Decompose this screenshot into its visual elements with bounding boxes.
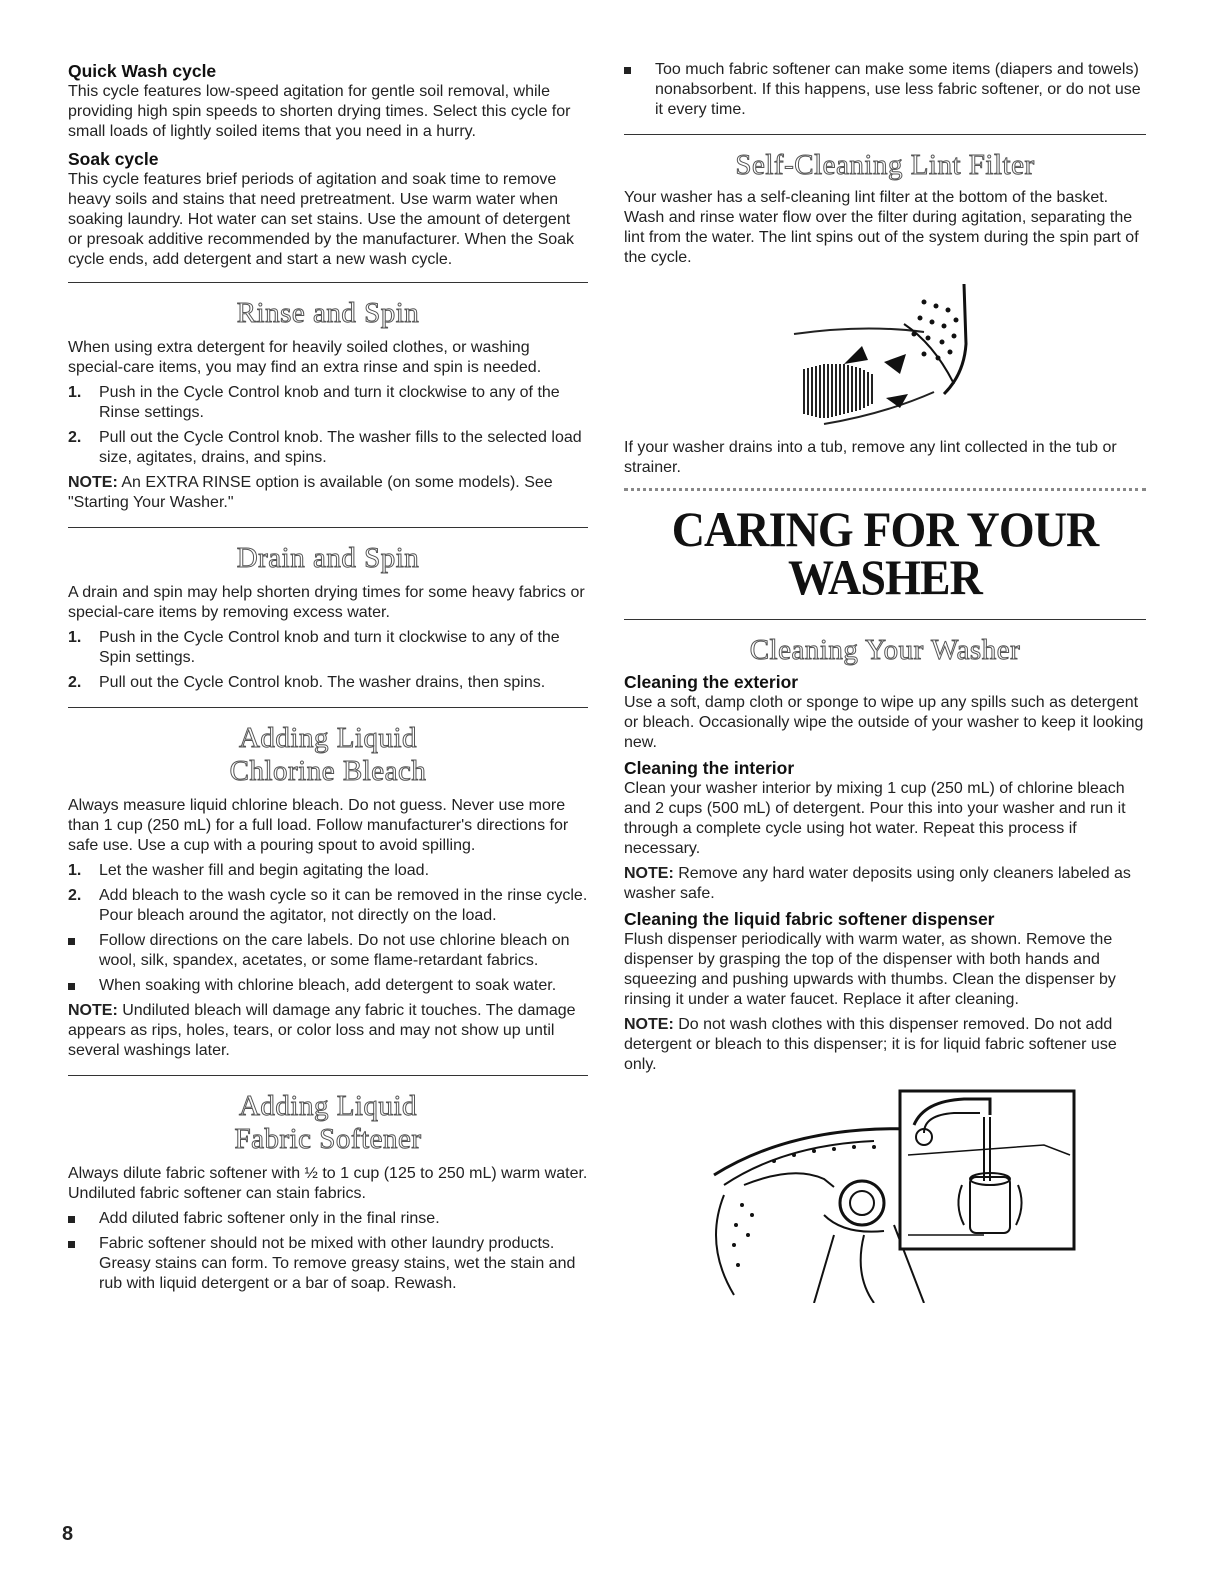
divider [624, 134, 1146, 135]
bullet-icon [68, 1216, 75, 1223]
softener-title-line1: Adding Liquid [238, 1090, 418, 1122]
step-number: 1. [68, 862, 82, 879]
step-number: 1. [68, 629, 82, 646]
bleach-bullets [68, 931, 588, 996]
bullet-icon [68, 938, 75, 945]
exterior-heading: Cleaning the exterior [624, 672, 799, 692]
bleach-title-line2: Chlorine Bleach [229, 755, 427, 787]
bullet-text: Follow directions on the care labels. Do not use chlorine bleach on wool, silk, spandex, acetates, or some flame-retardant fabrics. [99, 932, 570, 969]
note-text: Undiluted bleach will damage any fabric it touches. The damage appears as rips, holes, tears, or color loss and may not show up until several washings later. [68, 1002, 576, 1059]
page-number: 8 [62, 1523, 74, 1545]
list-item [68, 976, 588, 996]
list-item [68, 861, 588, 881]
step-text: Pull out the Cycle Control knob. The washer drains, then spins. [99, 674, 546, 691]
list-item [68, 1209, 588, 1229]
rinse-spin-note [68, 473, 588, 513]
list-item [68, 931, 588, 971]
bullet-text: Too much fabric softener can make some items (diapers and towels) nonabsorbent. If this happens, use less fabric softener, or do not use it every time. [655, 61, 1141, 118]
dispenser-text: Flush dispenser periodically with warm water, as shown. Remove the dispenser by grasping the top of the dispenser with both hands and squeezing and pushing upwards with thumbs. Clean the dispenser by rinsing it under a water faucet. Replace it after cleaning. [624, 931, 1116, 1008]
step-number: 2. [68, 887, 82, 904]
rinse-spin-intro: When using extra detergent for heavily soiled clothes, or washing special-care items, you may find an extra rinse and spin is needed. [68, 339, 542, 376]
list-item [68, 886, 588, 926]
dotted-divider [624, 488, 1146, 491]
bleach-intro: Always measure liquid chlorine bleach. Do not guess. Never use more than 1 cup (250 mL) for a full load. Follow manufacturer's directions for safe use. Use a cup with a pouring spout to avoid spilling. [68, 797, 569, 854]
soak-text: This cycle features brief periods of agitation and soak time to remove heavy soils and stains that need pretreatment. Use warm water when soaking laundry. Hot water can set stains. Use the amount of detergent or presoak additive recommended by the manufacturer. When the Soak cycle ends, add detergent and start a new wash cycle. [68, 171, 575, 268]
drain-spin-intro: A drain and spin may help shorten drying times for some heavy fabrics or special-care items by removing excess water. [68, 584, 585, 621]
step-text: Add bleach to the wash cycle so it can be removed in the rinse cycle. Pour bleach around the agitator, not directly on the load. [99, 887, 588, 924]
list-item [68, 428, 588, 468]
lint-filter-title: Self-Cleaning Lint Filter [735, 149, 1035, 181]
exterior-text: Use a soft, damp cloth or sponge to wipe up any spills such as detergent or bleach. Occasionally wipe the outside of your washer to keep it looking new. [624, 694, 1144, 751]
bullet-text: When soaking with chlorine bleach, add detergent to soak water. [99, 977, 557, 994]
step-number: 2. [68, 429, 82, 446]
note-label: NOTE: [624, 1016, 674, 1033]
lint-filter-intro: Your washer has a self-cleaning lint filter at the bottom of the basket. Wash and rinse water flow over the filter during agitation, separating the lint from the water. The lint spins out of the system during the spin part of the cycle. [624, 189, 1139, 266]
step-number: 1. [68, 384, 82, 401]
cleaning-washer-title: Cleaning Your Washer [749, 634, 1021, 666]
list-item [68, 383, 588, 423]
lint-filter-after: If your washer drains into a tub, remove any lint collected in the tub or strainer. [624, 439, 1117, 476]
softener-bullets [68, 1209, 588, 1294]
drain-spin-title: Drain and Spin [236, 542, 420, 574]
note-text: Do not wash clothes with this dispenser removed. Do not add detergent or bleach to this dispenser; it is for liquid fabric softener use only. [624, 1016, 1117, 1073]
divider [68, 527, 588, 528]
list-item [624, 60, 1146, 120]
softener-continued-bullets [624, 60, 1146, 120]
chapter-title-line1: CARING FOR YOUR [671, 501, 1099, 557]
list-item [68, 628, 588, 668]
quick-wash-heading: Quick Wash cycle [68, 61, 217, 81]
divider [68, 1075, 588, 1076]
interior-note [624, 864, 1146, 904]
bullet-icon [68, 1241, 75, 1248]
note-label: NOTE: [624, 865, 674, 882]
bleach-title-line1: Adding Liquid [238, 722, 418, 754]
bleach-steps [68, 861, 588, 926]
dispenser-cleaning-illustration [624, 1085, 1146, 1303]
soak-heading: Soak cycle [68, 149, 159, 169]
chapter-title-line2: WASHER [788, 549, 982, 605]
step-text: Push in the Cycle Control knob and turn it clockwise to any of the Rinse settings. [99, 384, 560, 421]
bullet-text: Add diluted fabric softener only in the final rinse. [99, 1210, 440, 1227]
list-item [68, 1234, 588, 1294]
bleach-note [68, 1001, 588, 1061]
quick-wash-text: This cycle features low-speed agitation for gentle soil removal, while providing high spin speeds to shorten drying times. Select this cycle for small loads of lightly soiled items that you need in a hurry. [68, 83, 571, 140]
step-text: Pull out the Cycle Control knob. The washer fills to the selected load size, agitates, drains, and spins. [99, 429, 582, 466]
softener-title-line2: Fabric Softener [234, 1123, 422, 1155]
dispenser-note [624, 1015, 1146, 1075]
bullet-text: Fabric softener should not be mixed with other laundry products. Greasy stains can form. To remove greasy stains, wet the stain and rub with liquid detergent or a bar of soap. Rewash. [99, 1235, 576, 1292]
note-text: Remove any hard water deposits using only cleaners labeled as washer safe. [624, 865, 1131, 902]
divider [68, 707, 588, 708]
list-item [68, 673, 588, 693]
step-number: 2. [68, 674, 82, 691]
left-column [68, 60, 588, 1294]
divider [68, 282, 588, 283]
dispenser-heading: Cleaning the liquid fabric softener dispenser [624, 909, 995, 929]
interior-heading: Cleaning the interior [624, 758, 795, 778]
interior-text: Clean your washer interior by mixing 1 cup (250 mL) of chlorine bleach and 2 cups (500 mL) of detergent. Pour this into your washer and run it through a complete cycle using hot water. Repeat this process if necessary. [624, 780, 1126, 857]
step-text: Let the washer fill and begin agitating the load. [99, 862, 430, 879]
rinse-spin-steps [68, 383, 588, 468]
divider [624, 619, 1146, 620]
step-text: Push in the Cycle Control knob and turn it clockwise to any of the Spin settings. [99, 629, 560, 666]
lint-filter-illustration [624, 274, 1146, 434]
note-label: NOTE: [68, 474, 118, 491]
bullet-icon [68, 983, 75, 990]
note-label: NOTE: [68, 1002, 118, 1019]
drain-spin-steps [68, 628, 588, 693]
softener-intro: Always dilute fabric softener with ½ to 1 cup (125 to 250 mL) warm water. Undiluted fabric softener can stain fabrics. [68, 1165, 588, 1202]
bullet-icon [624, 67, 631, 74]
rinse-spin-title: Rinse and Spin [236, 297, 420, 329]
right-column [624, 60, 1146, 1303]
note-text: An EXTRA RINSE option is available (on some models). See "Starting Your Washer." [68, 474, 553, 511]
